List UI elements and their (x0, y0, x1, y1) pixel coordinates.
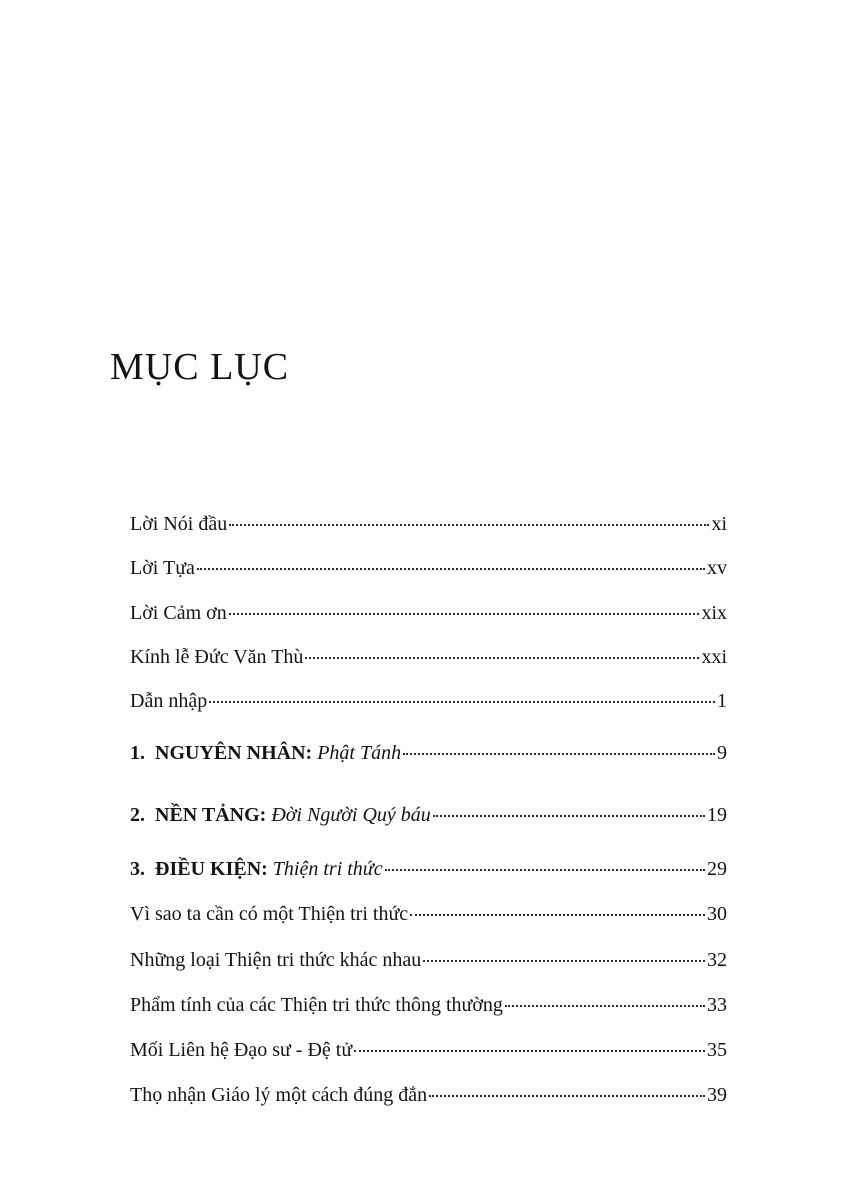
toc-entry-nhung-loai[interactable] (130, 950, 727, 970)
toc-entry-chapter-2[interactable] (130, 805, 727, 825)
page-title: MỤC LỤC (110, 346, 290, 388)
toc-entry-label: Thọ nhận Giáo lý một cách đúng đắn (130, 1084, 428, 1106)
toc-entry-chapter-3[interactable] (130, 859, 727, 879)
toc-entry-label: Dẫn nhập (130, 690, 208, 712)
chapter-heading: ĐIỀU KIỆN: (155, 858, 268, 880)
toc-entry-page: xi (711, 513, 727, 535)
dot-leader (429, 1095, 705, 1097)
toc-entry-label (130, 859, 383, 879)
dot-leader (410, 914, 705, 916)
toc-entry-page: xxi (701, 646, 727, 668)
toc-entry-loi-noi-dau[interactable] (130, 514, 727, 534)
dot-leader (305, 657, 699, 659)
toc-entry-page: xix (701, 602, 727, 624)
toc-entry-page: 39 (707, 1084, 727, 1106)
toc-entry-label: Vì sao ta cần có một Thiện tri thức (130, 903, 409, 925)
toc-entry-label: Lời Nói đầu (130, 513, 228, 535)
dot-leader (385, 869, 705, 871)
toc-entry-page: 9 (717, 742, 727, 764)
toc-entry-vi-sao[interactable] (130, 904, 727, 924)
toc-entry-label (130, 743, 401, 763)
toc-entry-label: Phẩm tính của các Thiện tri thức thông thường (130, 994, 503, 1016)
toc-entry-tho-nhan[interactable] (130, 1085, 727, 1105)
dot-leader (433, 815, 705, 817)
chapter-number: 3. (130, 858, 145, 880)
toc-entry-label (130, 805, 431, 825)
toc-entry-label: Kính lễ Đức Văn Thù (130, 646, 304, 668)
dot-leader (229, 613, 700, 615)
chapter-subtitle: Thiện tri thức (272, 858, 383, 880)
chapter-heading: NỀN TẢNG: (155, 804, 267, 826)
dot-leader (209, 701, 715, 703)
toc-entry-page: 30 (707, 903, 727, 925)
toc-entry-page: 29 (707, 858, 727, 880)
dot-leader (197, 568, 705, 570)
toc-entry-label: Những loại Thiện tri thức khác nhau (130, 949, 422, 971)
toc-entry-page: 1 (717, 690, 727, 712)
dot-leader (229, 524, 709, 526)
chapter-subtitle: Phật Tánh (317, 742, 402, 764)
toc-entry-label: Lời Tựa (130, 557, 195, 579)
dot-leader (505, 1005, 705, 1007)
toc-entry-page: 35 (707, 1039, 727, 1061)
chapter-number: 1. (130, 742, 145, 764)
chapter-number: 2. (130, 804, 145, 826)
toc-entry-kinh-le[interactable] (130, 647, 727, 667)
dot-leader (354, 1050, 705, 1052)
toc-entry-label: Mối Liên hệ Đạo sư - Đệ tử (130, 1039, 353, 1061)
toc-entry-page: 32 (707, 949, 727, 971)
toc-entry-pham-tinh[interactable] (130, 995, 727, 1015)
toc-entry-chapter-1[interactable] (130, 743, 727, 763)
toc-entry-page: 19 (707, 804, 727, 826)
chapter-subtitle: Đời Người Quý báu (271, 804, 431, 826)
toc-entry-loi-tua[interactable] (130, 558, 727, 578)
toc-entry-label: Lời Cảm ơn (130, 602, 227, 624)
toc-entry-loi-cam-on[interactable] (130, 603, 727, 623)
dot-leader (403, 753, 715, 755)
toc-entry-page: 33 (707, 994, 727, 1016)
toc-entry-page: xv (707, 557, 727, 579)
table-of-contents (130, 513, 727, 1106)
toc-entry-moi-lien-he[interactable] (130, 1040, 727, 1060)
dot-leader (423, 960, 705, 962)
chapter-heading: NGUYÊN NHÂN: (155, 742, 313, 764)
toc-entry-dan-nhap[interactable] (130, 691, 727, 711)
